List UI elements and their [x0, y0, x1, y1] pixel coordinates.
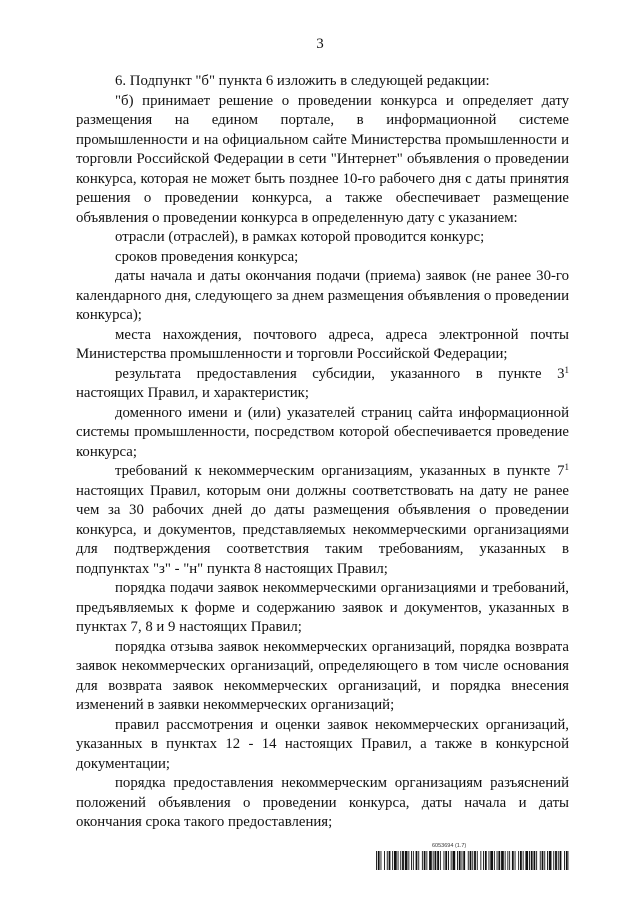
paragraph-9: [76, 462, 569, 579]
paragraph-4: сроков проведения конкурса;: [115, 248, 299, 265]
paragraph-3: отрасли (отраслей), в рамках которой проводится конкурс;: [115, 229, 485, 245]
paragraph-2: "б) принимает решение о проведении конкурса и определяет дату размещения на едином портале, в информационной системе промышленности и на официальном сайте Министерства промышленности и торговли Российской Федерации в сети "Интернет" объявления о проведении конкурса, которая не может быть позднее 10-го рабочего дня с даты принятия решения о проведении конкурса, а также обеспечивает размещение объявления о проведении конкурса в определенную дату с указанием:: [76, 92, 569, 226]
paragraph-12: правил рассмотрения и оценки заявок некоммерческих организаций, указанных в пунктах 12 - 14 настоящих Правил, а также в конкурсной документации;: [76, 716, 569, 772]
paragraph-7: [76, 365, 569, 404]
paragraph-7-end: настоящих Правил, и характеристик;: [76, 385, 309, 401]
document-body: [76, 72, 569, 833]
paragraph-5: даты начала и даты окончания подачи (приема) заявок (не ранее 30-го календарного дня, следующего за днем размещения объявления о проведении конкурса);: [76, 268, 569, 323]
paragraph-11: порядка отзыва заявок некоммерческих организаций, порядка возврата заявок некоммерческих организаций, определяющего в том числе основания для возврата заявок некоммерческих организаций, и порядка внесения изменений в заявки некоммерческих организаций;: [76, 638, 569, 713]
paragraph-6: места нахождения, почтового адреса, адреса электронной почты Министерства промышленности и торговли Российской Федерации;: [76, 326, 569, 362]
document-code: 6053694 (1.7): [432, 843, 467, 849]
paragraph-10: порядка подачи заявок некоммерческими организациями и требований, предъявляемых к форме и содержанию заявок и документов, указанных в пунктах 7, 8 и 9 настоящих Правил;: [76, 580, 569, 635]
barcode-image: [376, 851, 569, 870]
superscript: 1: [564, 364, 569, 375]
superscript: 1: [564, 462, 569, 472]
paragraph-9-end: настоящих Правил, которым они должны соответствовать на дату не ранее чем за 30 рабочих дней до даты размещения объявления о проведении конкурса, и документов, представляемых некоммерческими организациями для подтверждения соответствия таким требованиям, указанных в подпунктах "з" - "н" пункта 8 настоящих Правил;: [76, 482, 569, 577]
paragraph-13: порядка предоставления некоммерческим организациям разъяснений положений объявления о проведении конкурса, даты начала и даты окончания срока такого предоставления;: [76, 775, 569, 830]
paragraph-1: 6. Подпункт "б" пункта 6 изложить в следующей редакции:: [115, 73, 490, 89]
paragraph-9-start: требований к некоммерческим организациям, указанных в пункте 7: [115, 463, 565, 479]
paragraph-7-start: результата предоставления субсидии, указанного в пункте 3: [115, 365, 565, 382]
page-number: 3: [316, 36, 324, 52]
paragraph-8: доменного имени и (или) указателей страниц сайта информационной системы промышленности, посредством которой обеспечивается проведение конкурса;: [76, 404, 569, 460]
